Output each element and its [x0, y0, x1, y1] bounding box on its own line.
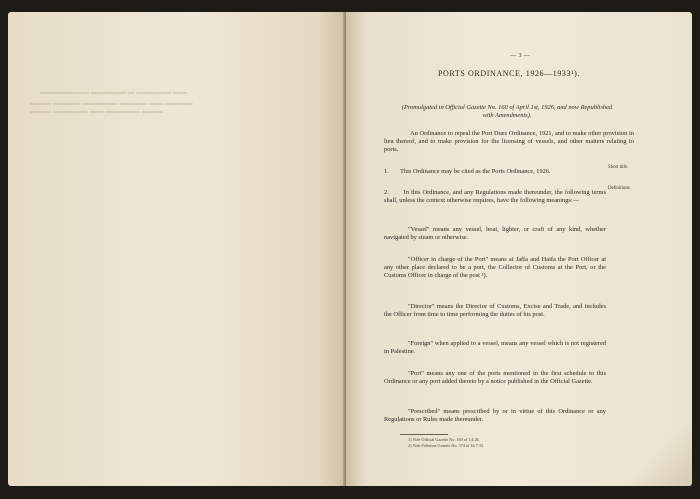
section-1-number: 1.: [384, 168, 389, 175]
section-2-text: In this Ordinance, and any Regulations made thereunder, the following terms shall, unless the context otherwise requires, have the following meanings:—: [384, 189, 606, 205]
definition-director: "Director" means the Director of Customs, Excise and Trade, and includes the Officer from time to time performing the duties of his post.: [384, 303, 606, 319]
left-page: [8, 12, 346, 486]
footnote-1: 1) Vide Official Gazette No. 160 of 1.4.26.: [408, 437, 480, 442]
margin-note-definitions: Definitions.: [608, 186, 631, 191]
section-1: [384, 168, 604, 176]
definition-foreign: "Foreign" when applied to a vessel, means any vessel which is not registered in Palestine.: [384, 340, 606, 356]
margin-note-short-title: Short title.: [608, 165, 629, 170]
footnote-rule: [400, 434, 448, 435]
section-1-text: This Ordinance may be cited as the Ports Ordinance, 1926.: [399, 168, 551, 175]
definition-port: "Port" means any one of the ports mentioned in the first schedule to this Ordinance or any port added thereto by a notice published in the Official Gazette.: [384, 370, 606, 386]
bleed-through: ▬▬▬▬ ▬▬ ▬▬▬▬ ▬▬▬▬▬ ▬▬▬▬ ▬▬▬: [30, 99, 193, 107]
footnote-2: 2) Vide Palestine Gazette No. 374 of 16.7.33.: [408, 443, 485, 448]
definition-officer-in-charge: "Officer in charge of the Port" means at Jaffa and Haifa the Port Officer at any other place declared to be a port, the Collector of Customs at the Port, or the Customs Officer in charge of the post ²).: [384, 256, 606, 280]
section-2: [384, 189, 606, 205]
bleed-through: ▬▬▬ ▬▬▬▬▬ ▬▬ ▬▬▬▬▬ ▬▬▬: [30, 107, 163, 115]
definition-prescribed: "Prescribed" means prescribed by or in virtue of this Ordinance or any Regulations or Rules made thereunder.: [384, 408, 606, 424]
section-2-number: 2.: [384, 189, 389, 196]
preamble: An Ordinance to repeal the Port Dues Ordinance, 1921, and to make other provision in lieu thereof, and to make provision for the licensing of vessels, and other matters relating to ports.: [384, 130, 634, 154]
definition-vessel: "Vessel" means any vessel, boat, lighter, or craft of any kind, whether navigated by steam or otherwise.: [384, 226, 606, 242]
page-number: — 3 —: [510, 53, 531, 59]
bleed-through: ▬▬ ▬▬▬▬▬ ▬ ▬▬▬▬▬ ▬▬▬▬▬▬▬: [40, 88, 187, 96]
document-title: PORTS ORDINANCE, 1926—1933¹).: [438, 69, 580, 78]
promulgation-note: (Promulgated in Official Gazette No. 160 of April 1st, 1926, and now Republished with Amendments).: [401, 104, 613, 120]
